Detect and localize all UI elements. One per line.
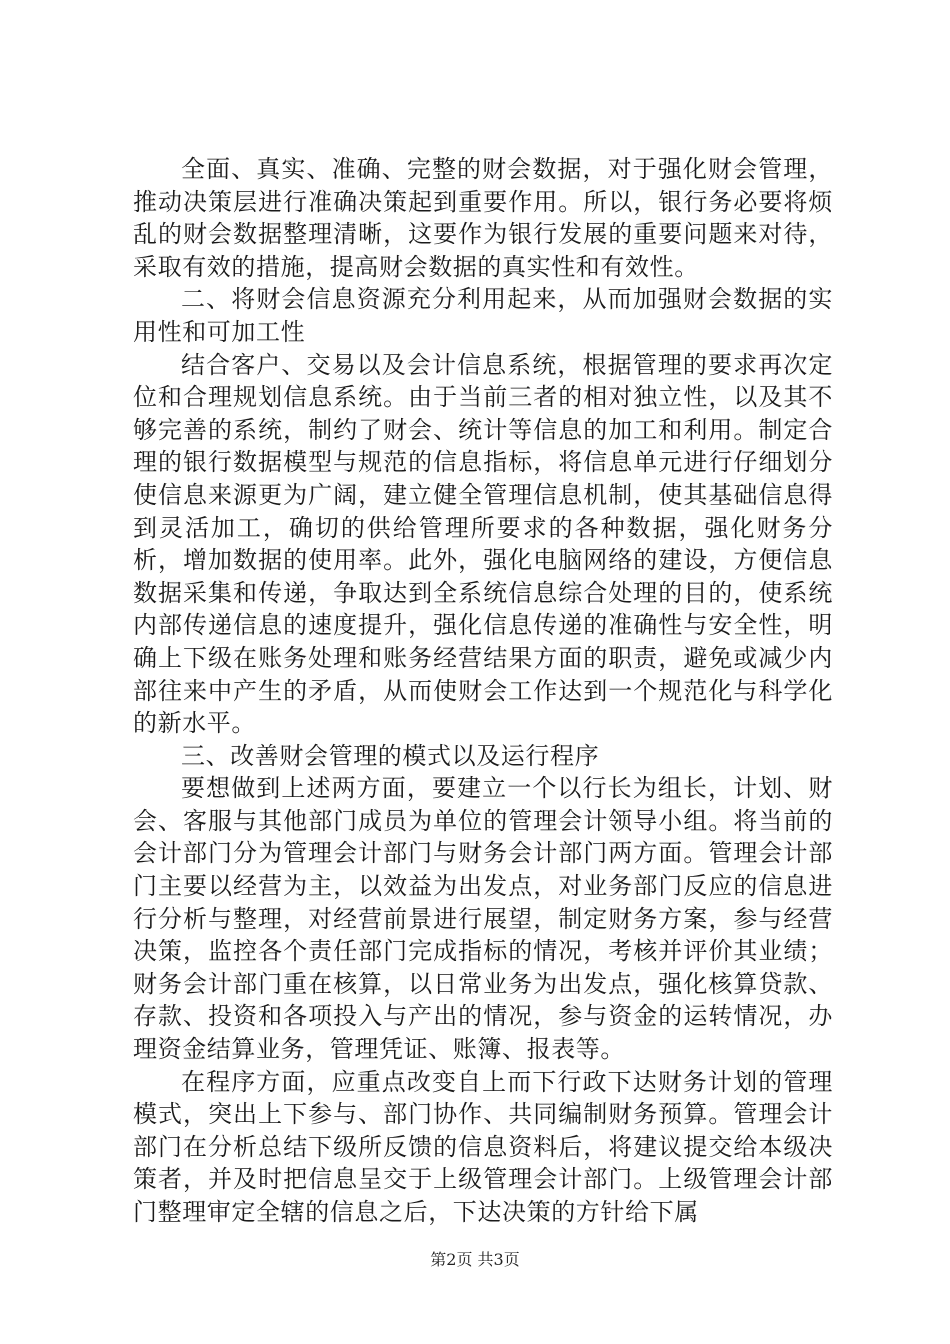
- section-heading-three: 三、改善财会管理的模式以及运行程序: [181, 741, 600, 770]
- document-body: [133, 153, 833, 1229]
- paragraph-data-accuracy: 全面、真实、准确、完整的财会数据，对于强化财会管理，推动决策层进行准确决策起到重要作用。所以，银行务必要将烦乱的财会数据整理清晰，这要作为银行发展的重要问题来对待，采取有效的措施，提高财会数据的真实性和有效性。: [133, 155, 833, 281]
- paragraph-procedure: 在程序方面，应重点改变自上而下行政下达财务计划的管理模式，突出上下参与、部门协作、共同编制财务预算。管理会计部门在分析总结下级所反馈的信息资料后，将建议提交给本级决策者，并及时把信息呈交于上级管理会计部门。上级管理会计部门整理审定全辖的信息之后，下达决策的方针给下属: [133, 1067, 833, 1226]
- section-heading-two: 二、将财会信息资源充分利用起来，从而加强财会数据的实用性和可加工性: [133, 285, 833, 346]
- paragraph-management-group: 要想做到上述两方面，要建立一个以行长为组长，计划、财会、客服与其他部门成员为单位的管理会计领导小组。将当前的会计部门分为管理会计部门与财务会计部门两方面。管理会计部门主要以经营为主，以效益为出发点，对业务部门反应的信息进行分析与整理，对经营前景进行展望，制定财务方案，参与经营决策，监控各个责任部门完成指标的情况，考核并评价其业绩；财务会计部门重在核算，以日常业务为出发点，强化核算贷款、存款、投资和各项投入与产出的情况，参与资金的运转情况，办理资金结算业务，管理凭证、账簿、报表等。: [133, 774, 833, 1064]
- page-footer: 第2页 共3页: [430, 1250, 520, 1269]
- paragraph-info-systems: 结合客户、交易以及会计信息系统，根据管理的要求再次定位和合理规划信息系统。由于当前三者的相对独立性，以及其不够完善的系统，制约了财会、统计等信息的加工和利用。制定合理的银行数据模型与规范的信息指标，将信息单元进行仔细划分使信息来源更为广阔，建立健全管理信息机制，使其基础信息得到灵活加工，确切的供给管理所要求的各种数据，强化财务分析，增加数据的使用率。此外，强化电脑网络的建设，方便信息数据采集和传递，争取达到全系统信息综合处理的目的，使系统内部传递信息的速度提升，强化信息传递的准确性与安全性，明确上下级在账务处理和账务经营结果方面的职责，避免或减少内部往来中产生的矛盾，从而使财会工作达到一个规范化与科学化的新水平。: [133, 350, 833, 738]
